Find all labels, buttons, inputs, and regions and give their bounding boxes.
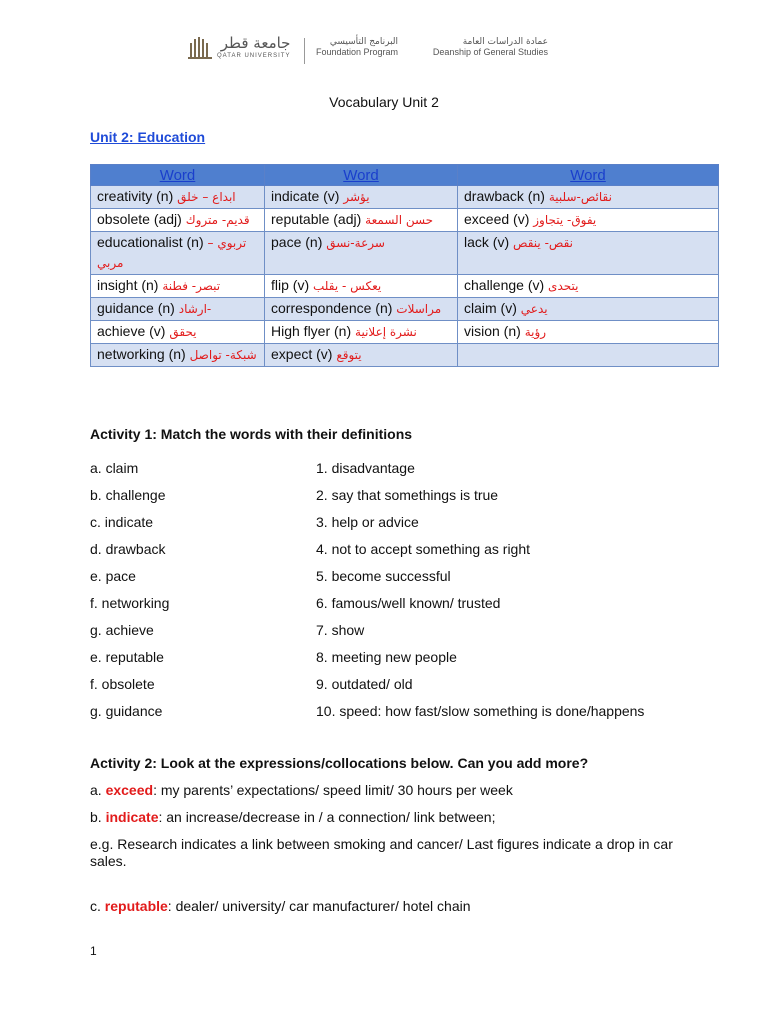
english-word: achieve (v) bbox=[97, 323, 166, 339]
english-word: correspondence (n) bbox=[271, 300, 393, 316]
english-word: drawback (n) bbox=[464, 188, 545, 204]
arabic-translation: ابداع – خلق bbox=[177, 190, 236, 204]
match-definition: 6. famous/well known/ trusted bbox=[316, 595, 501, 611]
table-cell bbox=[458, 186, 719, 209]
table-row bbox=[91, 298, 719, 321]
english-word: indicate (v) bbox=[271, 188, 340, 204]
collocation-a: a. exceed: my parents’ expectations/ speed limit/ 30 hours per week bbox=[90, 782, 513, 798]
list-item bbox=[90, 460, 730, 487]
keyword: indicate bbox=[105, 809, 159, 825]
english-word: networking (n) bbox=[97, 346, 186, 362]
activity1-title: Activity 1: Match the words with their definitions bbox=[90, 426, 413, 442]
table-row bbox=[91, 344, 719, 367]
english-word: creativity (n) bbox=[97, 188, 174, 204]
list-item bbox=[90, 676, 730, 703]
table-cell bbox=[91, 232, 265, 275]
list-item bbox=[90, 649, 730, 676]
list-item bbox=[90, 541, 730, 568]
fp-arabic-name: البرنامج التأسيسي bbox=[329, 37, 399, 47]
table-cell bbox=[458, 321, 719, 344]
vocabulary-table bbox=[90, 164, 719, 367]
keyword: exceed bbox=[105, 782, 154, 798]
arabic-translation: نقص- ينقص bbox=[513, 236, 574, 250]
arabic-translation: سرعة-نسق bbox=[326, 236, 385, 250]
english-word: guidance (n) bbox=[97, 300, 175, 316]
arabic-translation: يتوقع bbox=[336, 348, 362, 362]
collocation-c: c. reputable: dealer/ university/ car manufacturer/ hotel chain bbox=[90, 898, 471, 914]
arabic-translation: تبصر- فطنة bbox=[162, 279, 221, 293]
table-cell bbox=[91, 344, 265, 367]
english-word: claim (v) bbox=[464, 300, 517, 316]
match-definition: 5. become successful bbox=[316, 568, 451, 584]
match-word: e. reputable bbox=[90, 649, 164, 665]
match-word: e. pace bbox=[90, 568, 136, 584]
table-row bbox=[91, 186, 719, 209]
match-word: f. obsolete bbox=[90, 676, 155, 692]
table-cell bbox=[265, 209, 458, 232]
table-row bbox=[91, 232, 719, 275]
arabic-translation: يتحدى bbox=[548, 279, 579, 293]
page-number: 1 bbox=[90, 944, 97, 958]
english-word: lack (v) bbox=[464, 234, 510, 250]
english-word: exceed (v) bbox=[464, 211, 530, 227]
english-word: obsolete (adj) bbox=[97, 211, 182, 227]
collocation-b: b. indicate: an increase/decrease in / a connection/ link between; bbox=[90, 809, 496, 825]
column-header: Word bbox=[265, 165, 458, 186]
english-word: educationalist (n) bbox=[97, 234, 204, 250]
arabic-translation: يدعي bbox=[520, 302, 548, 316]
arabic-translation: رؤية bbox=[524, 325, 547, 339]
match-definition: 10. speed: how fast/slow something is done/happens bbox=[316, 703, 645, 719]
list-item bbox=[90, 703, 730, 730]
column-header: Word bbox=[458, 165, 719, 186]
table-row bbox=[91, 275, 719, 298]
header-logos bbox=[0, 34, 768, 70]
dgs-arabic-name: عمادة الدراسات العامة bbox=[462, 37, 548, 47]
matching-list bbox=[90, 460, 730, 730]
arabic-translation: يؤشر bbox=[343, 190, 370, 204]
activity2-title: Activity 2: Look at the expressions/collocations below. Can you add more? bbox=[90, 755, 589, 771]
match-definition: 1. disadvantage bbox=[316, 460, 415, 476]
match-word: c. indicate bbox=[90, 514, 154, 530]
match-word: a. claim bbox=[90, 460, 139, 476]
table-row bbox=[91, 209, 719, 232]
list-item bbox=[90, 487, 730, 514]
table-cell bbox=[91, 186, 265, 209]
match-definition: 2. say that somethings is true bbox=[316, 487, 499, 503]
document-title: Vocabulary Unit 2 bbox=[329, 94, 439, 110]
keyword: reputable bbox=[104, 898, 168, 914]
english-word: flip (v) bbox=[271, 277, 310, 293]
unit-heading: Unit 2: Education bbox=[90, 129, 206, 145]
table-cell bbox=[265, 275, 458, 298]
list-item bbox=[90, 568, 730, 595]
dgs-english-name: Deanship of General Studies bbox=[432, 46, 548, 57]
deanship-logo bbox=[432, 37, 548, 58]
arabic-translation: تربوي – مربي bbox=[97, 236, 247, 270]
arabic-translation: يحقق bbox=[169, 325, 197, 339]
english-word: expect (v) bbox=[271, 346, 333, 362]
arabic-translation: نقائص-سلبية bbox=[548, 190, 612, 204]
example-sentence: e.g. Research indicates a link between smoking and cancer/ Last figures indicate a drop in car sales. bbox=[90, 836, 673, 869]
match-definition: 3. help or advice bbox=[316, 514, 419, 530]
table-cell bbox=[91, 298, 265, 321]
table-cell bbox=[458, 298, 719, 321]
column-header: Word bbox=[91, 165, 265, 186]
list-item bbox=[90, 595, 730, 622]
english-word: pace (n) bbox=[271, 234, 323, 250]
english-word: insight (n) bbox=[97, 277, 159, 293]
fp-english-name: Foundation Program bbox=[316, 46, 399, 57]
table-cell bbox=[265, 321, 458, 344]
foundation-program-logo bbox=[316, 38, 398, 58]
arabic-translation: يعكس - يقلب bbox=[313, 279, 382, 293]
match-word: f. networking bbox=[90, 595, 170, 611]
table-cell bbox=[265, 344, 458, 367]
table-cell bbox=[91, 209, 265, 232]
table-cell bbox=[91, 321, 265, 344]
match-word: b. challenge bbox=[90, 487, 166, 503]
header-divider bbox=[304, 38, 305, 64]
arabic-translation: مراسلات bbox=[396, 302, 442, 316]
arabic-translation: ارشاد- bbox=[178, 302, 212, 316]
list-item bbox=[90, 622, 730, 649]
university-emblem-icon bbox=[188, 37, 212, 59]
arabic-translation: نشرة إعلانية bbox=[355, 325, 417, 339]
table-cell bbox=[265, 232, 458, 275]
arabic-translation: يفوق- يتجاوز bbox=[533, 213, 597, 227]
qatar-university-logo bbox=[188, 36, 290, 59]
table-cell bbox=[91, 275, 265, 298]
table-cell bbox=[458, 275, 719, 298]
match-definition: 8. meeting new people bbox=[316, 649, 457, 665]
table-cell bbox=[265, 186, 458, 209]
table-cell bbox=[458, 232, 719, 275]
arabic-translation: شبكة- تواصل bbox=[189, 348, 257, 362]
table-header-row bbox=[91, 165, 719, 186]
table-cell bbox=[265, 298, 458, 321]
arabic-translation: قديم- متروك bbox=[185, 213, 250, 227]
match-word: d. drawback bbox=[90, 541, 166, 557]
arabic-translation: حسن السمعة bbox=[365, 213, 434, 227]
english-word: vision (n) bbox=[464, 323, 521, 339]
table-cell bbox=[458, 209, 719, 232]
table-row bbox=[91, 321, 719, 344]
qu-english-name: QATAR UNIVERSITY bbox=[217, 53, 291, 59]
english-word: reputable (adj) bbox=[271, 211, 362, 227]
english-word: High flyer (n) bbox=[271, 323, 352, 339]
match-definition: 4. not to accept something as right bbox=[316, 541, 531, 557]
qu-arabic-name: جامعة قطر bbox=[220, 34, 291, 52]
match-definition: 9. outdated/ old bbox=[316, 676, 413, 692]
match-word: g. guidance bbox=[90, 703, 163, 719]
english-word: challenge (v) bbox=[464, 277, 545, 293]
table-cell bbox=[458, 344, 719, 367]
match-word: g. achieve bbox=[90, 622, 154, 638]
list-item bbox=[90, 514, 730, 541]
match-definition: 7. show bbox=[316, 622, 365, 638]
